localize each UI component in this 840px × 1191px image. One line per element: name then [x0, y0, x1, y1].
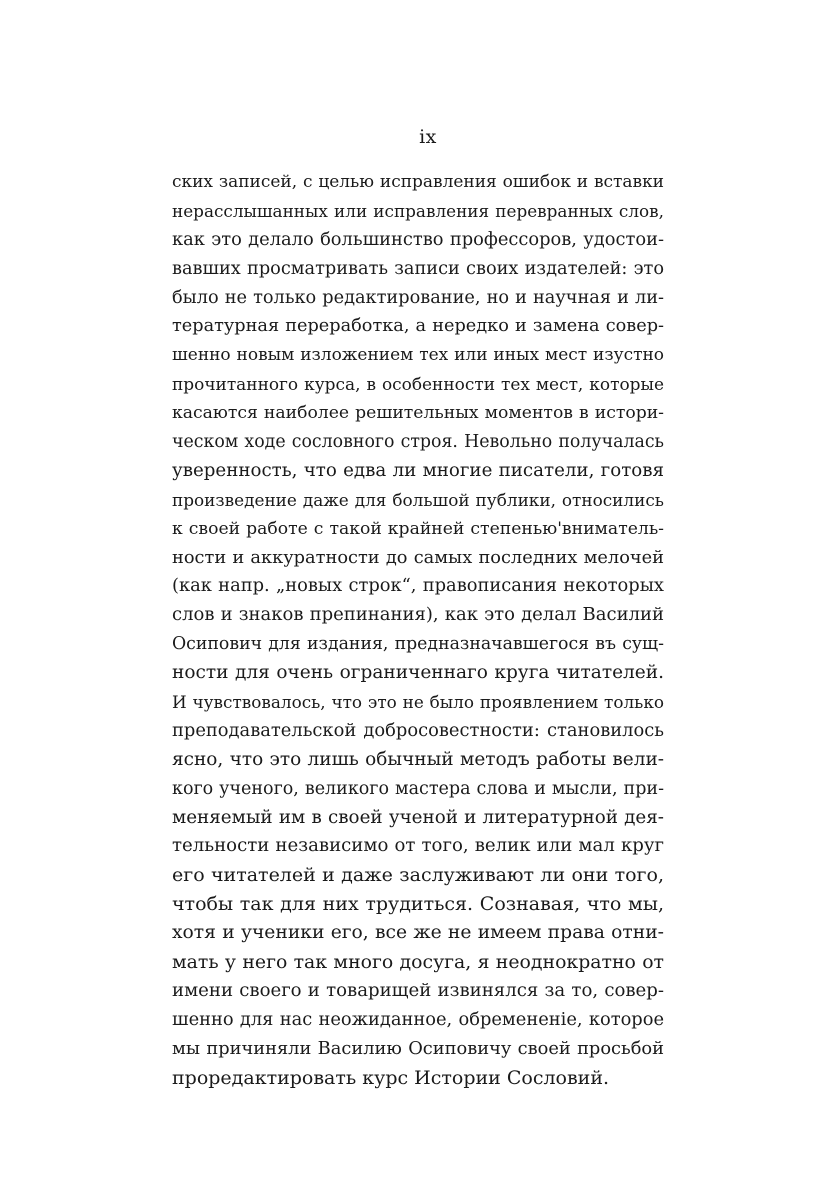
text-line: произведение даже для большой публики, относились — [172, 489, 664, 510]
text-line: вавших просматривать записи своих издателей: это — [172, 258, 664, 279]
text-line: (как напр. „новых строк“, правописания некоторых — [172, 575, 664, 597]
text-line: имени своего и товарищей извинялся за то, совер- — [172, 979, 664, 1001]
page-number: ix — [419, 126, 437, 148]
text-line: И чувствовалось, что это не было проявлением только — [172, 692, 664, 713]
text-line: хотя и ученики его, все же не имеем права отни- — [172, 922, 664, 944]
text-line: чтобы так для них трудиться. Сознавая, что мы, — [172, 893, 664, 916]
text-line: ности и аккуратности до самых последних мелочей — [172, 547, 664, 568]
text-line: слов и знаков препинания), как это делал Василий — [172, 604, 664, 626]
text-line: прочитанного курса, в особенности тех мест, которые — [172, 374, 664, 395]
text-line: было не только редактирование, но и научная и ли- — [172, 287, 664, 308]
text-line: преподавательской добросовестности: становилось — [172, 719, 664, 741]
text-line: Осипович для издания, предназначавшегося въ сущ- — [172, 634, 664, 655]
text-line: касаются наиболее решительных моментов в истори- — [172, 403, 664, 424]
text-line: мать у него так много досуга, я неоднократно от — [172, 951, 664, 974]
text-line: шенно новым изложением тех или иных мест изустно — [172, 345, 664, 366]
text-line: ческом ходе сословного строя. Невольно получалась — [172, 432, 664, 453]
text-line: тературная переработка, а нередко и замена совер- — [172, 316, 664, 337]
text-line: меняемый им в своей ученой и литературной дея- — [172, 806, 664, 828]
text-line: ясно, что это лишь обычный методъ работы вели- — [172, 748, 664, 770]
text-line: как это делало большинство профессоров, удостои- — [172, 228, 664, 250]
text-line: его читателей и даже заслуживают ли они того, — [172, 864, 664, 887]
text-line: мы причиняли Василию Осиповичу своей просьбой — [172, 1037, 664, 1059]
text-line: кого ученого, великого мастера слова и мысли, при- — [172, 778, 664, 799]
body-text — [172, 168, 664, 1093]
text-line: проредактировать курс Истории Сословий. — [172, 1066, 610, 1089]
text-line: ских записей, с целью исправления ошибок и вставки — [172, 172, 664, 192]
text-line: шенно для нас неожиданное, обремененіе, которое — [172, 1008, 664, 1030]
text-line: нерасслышанных или исправления перевранных слов, — [172, 200, 664, 221]
text-line: к своей работе с такой крайней степенью'вниматель- — [172, 518, 664, 539]
text-line: уверенность, что едва ли многие писатели, готовя — [172, 459, 664, 481]
text-line: ности для очень ограниченнаго круга читателей. — [172, 662, 664, 684]
text-line: тельности независимо от того, велик или мал круг — [172, 835, 664, 857]
